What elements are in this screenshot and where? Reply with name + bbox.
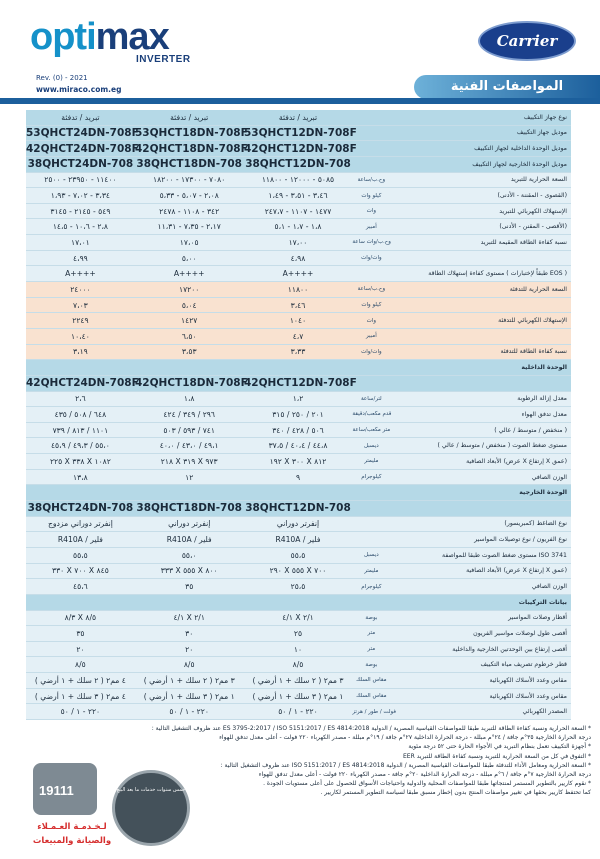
- spec-cell: ١٠،٤٠: [71, 331, 90, 341]
- spec-label: معدل تدفق الهواء: [521, 410, 567, 418]
- spec-label: أقطار وصلات المواسير: [508, 614, 567, 622]
- spec-cell: ٥٥،٥: [290, 550, 306, 560]
- spec-cell: 38QHCT12DN-708: [245, 502, 351, 515]
- spec-label: مستوى ضغط الصوت طبقا للمواصفة ISO 3741: [442, 551, 567, 559]
- spec-row: [26, 345, 571, 361]
- spec-unit: مقاس السلك: [356, 693, 387, 700]
- spec-cell: ٤،٩٩: [73, 253, 88, 263]
- spec-cell: ٥٥،٠: [181, 550, 197, 560]
- spec-row: [26, 376, 571, 392]
- footer-line-2: والصيانة والمبيعات: [32, 836, 112, 846]
- spec-row: [26, 470, 571, 486]
- spec-label: الوزن الصافي: [531, 473, 567, 481]
- spec-unit: لتر/ساعة: [360, 395, 382, 402]
- optimax-logo: [30, 18, 220, 64]
- spec-cell: A++++: [282, 269, 314, 279]
- spec-row: [26, 548, 571, 564]
- spec-row: [26, 423, 571, 439]
- spec-unit: بوصة: [365, 614, 378, 621]
- spec-unit: أمبير: [365, 223, 377, 230]
- spec-cell: ١٢: [185, 472, 194, 482]
- spec-cell: 42QHCT24DN-708F: [26, 142, 139, 155]
- spec-row: [26, 485, 571, 501]
- spec-cell: 38QHCT24DN-708: [27, 502, 134, 515]
- spec-cell: ٣٤٢ - ١١٠٨ - ٢٤٧٨: [159, 206, 220, 216]
- spec-cell: ٥٥،٥: [73, 550, 88, 560]
- spec-label: السعة الحرارية للتدفئة: [509, 285, 567, 293]
- spec-unit: مليمتر: [364, 567, 379, 574]
- spec-cell: ٢،١٧ - ٧،٣٥ - ١١،٣١: [157, 222, 221, 232]
- spec-unit: متر مكعب/ساعة: [352, 427, 391, 434]
- spec-cell: ٤ مم٢ ( ٣ سلك + ١ أرضي ): [34, 691, 126, 701]
- spec-unit: فولت / طور / هرتز: [352, 708, 396, 715]
- spec-row: [26, 141, 571, 157]
- spec-label: أقصى طول لوصلات مواسير الفريون: [473, 629, 567, 637]
- spec-unit: وح.ب/ساعة: [357, 286, 386, 293]
- spec-cell: ١٠: [293, 644, 303, 654]
- spec-unit: متر: [367, 646, 376, 653]
- spec-label: موديل الوحدة الخارجية لجهاز التكييف: [472, 160, 567, 168]
- note-line: * نقوم كاريير بالتطوير المستمر لمنتجاتها طبقا للمواصفات المحلية والدولية واحتياجات الأسواق للحصول على أعلى مستويات الجودة .: [263, 780, 591, 788]
- spec-row: [26, 657, 571, 673]
- spec-unit: كيلو وات: [361, 302, 382, 308]
- spec-row: [26, 360, 571, 376]
- spec-cell: 53QHCT18DN-708F: [135, 126, 248, 139]
- spec-unit: أمبير: [365, 333, 377, 340]
- spec-cell: ٢٢٤٩: [72, 316, 89, 326]
- spec-cell: ٤٩،١ / ٤٣،٠ / ٤٠،٠: [159, 441, 219, 451]
- spec-unit: وات: [366, 208, 377, 215]
- spec-cell: ٧٤١ / ٥٩٣ / ٥٠٣: [163, 425, 215, 435]
- spec-row: [26, 110, 571, 126]
- note-line: * أجهزة التكييف تعمل بنظام التبريد في الأجواء الحارة حتى ٥٢ درجة مئوية: [408, 743, 591, 751]
- spec-row: [26, 392, 571, 408]
- spec-label: الإستهلاك الكهربائي للتدفئة: [498, 317, 567, 325]
- spec-cell: ٢،٠٨ - ٥،٠٧ - ٥،٣٣: [159, 191, 219, 201]
- header-divider: [0, 98, 600, 104]
- spec-unit: وح.ب/وات ساعة: [352, 239, 391, 246]
- spec-cell: ٦٤٨ / ٥٠٨ / ٤٣٥: [54, 409, 107, 419]
- spec-cell: ١٠٤٠: [289, 316, 307, 326]
- spec-row: [26, 282, 571, 298]
- spec-row: [26, 689, 571, 705]
- spec-cell: 42QHCT24DN-708F: [26, 377, 139, 390]
- spec-cell: ٢٠١ / ٢٥٠ / ٣١٥: [272, 409, 324, 419]
- spec-cell: ٢٠: [185, 644, 194, 654]
- spec-cell: ٣٣٠ X ٧٠٠ X ٨٤٥: [51, 566, 109, 576]
- phone-icon: [33, 763, 97, 815]
- spec-row: [26, 173, 571, 189]
- spec-label: الأبعاد الصافية (عرض X إرتفاع X عمق): [466, 457, 567, 465]
- spec-cell: ١١٤٠٠ - ٢٣٩٥٠ - ٢٥٠٠: [44, 175, 117, 185]
- spec-label: (القصوى - المقننة - الأدنى): [497, 192, 567, 200]
- spec-cell: ١٤٧٧ - ١١٠٧ - ٢٤٧،٧: [264, 206, 332, 216]
- spec-cell: ٣ مم٢ ( ٢ سلك + ١ أرضي ): [252, 675, 344, 685]
- spec-row: [26, 188, 571, 204]
- spec-cell: ٣٥: [76, 628, 85, 638]
- spec-unit: وات/وات: [361, 255, 382, 262]
- spec-label: نسبة كفاءة الطاقة للتدفئة: [500, 348, 567, 356]
- spec-unit: ديسبل: [364, 552, 379, 559]
- spec-cell: ١ مم٢ ( ٣ سلك + ١ أرضي ): [143, 691, 235, 701]
- spec-row: [26, 157, 571, 173]
- spec-cell: ٣،٤٦ - ٣،٥١ - ١،٤٩: [268, 191, 328, 201]
- spec-cell: ٨/٣ X ٨/٥: [64, 613, 97, 623]
- spec-label: موديل الوحدة الداخلية لجهاز التكييف: [474, 145, 567, 153]
- spec-cell: 38QHCT18DN-708: [136, 158, 242, 171]
- spec-cell: ٢٩٠ X ٥٥٥ X ٧٠٠: [269, 566, 327, 576]
- spec-unit: كيلوجرام: [361, 583, 382, 590]
- spec-cell: ٣،١٩: [73, 347, 88, 357]
- spec-cell: ١،٨: [183, 394, 195, 404]
- spec-cell: 38QHCT18DN-708: [136, 502, 242, 515]
- spec-row: [26, 642, 571, 658]
- spec-cell: ١٧،٠٠: [288, 237, 308, 247]
- spec-unit: وح.ب/ساعة: [357, 176, 386, 183]
- spec-cell: ٨/٥: [75, 660, 86, 670]
- spec-cell: ١١٨٠٠: [287, 284, 309, 294]
- warranty-badge: [112, 770, 190, 846]
- spec-cell: ٢٤٠٠٠: [70, 284, 91, 294]
- spec-unit: قدم مكعب/دقيقة: [352, 411, 392, 418]
- spec-cell: 53QHCT24DN-708F: [26, 126, 139, 139]
- spec-cell: ١٧٢٠٠: [178, 284, 200, 294]
- spec-label: (الأقصى - المقنن - الأدنى): [499, 223, 567, 231]
- spec-unit: مليمتر: [364, 458, 379, 465]
- spec-cell: ٤ مم٢ ( ٢ سلك + ١ أرضي ): [34, 675, 126, 685]
- spec-unit: كيلو وات: [361, 192, 382, 199]
- spec-cell: 38QHCT24DN-708: [27, 158, 134, 171]
- brand-part-b: max: [95, 16, 169, 58]
- spec-unit: وات: [366, 317, 377, 324]
- spec-cell: 42QHCT12DN-708F: [244, 142, 357, 155]
- spec-label: نوع الضاغط (كمبريسور): [504, 520, 567, 528]
- spec-row: [26, 564, 571, 580]
- spec-row: [26, 313, 571, 329]
- spec-cell: ٢٢٠ - ١ / ٥٠: [278, 707, 318, 717]
- spec-row: [26, 611, 571, 627]
- website-link[interactable]: www.miraco.com.eg: [36, 85, 122, 94]
- brand-part-a: opti: [30, 16, 96, 58]
- hotline-box: [28, 755, 118, 819]
- spec-cell: تبريد / تدفئة: [170, 112, 209, 122]
- spec-cell: ٣ مم٢ ( ٢ سلك + ١ أرضي ): [143, 675, 235, 685]
- spec-cell: A++++: [173, 269, 205, 279]
- spec-cell: إنفرتر دوراني: [276, 519, 320, 529]
- spec-cell: R410A / فلير: [275, 535, 321, 545]
- spec-row: [26, 235, 571, 251]
- spec-cell: ٣٠: [185, 628, 194, 638]
- spec-row: [26, 438, 571, 454]
- spec-cell: ٣،٥٣: [181, 347, 197, 357]
- spec-label: مستوى ضغط الصوت ( منخفض / متوسط / عالي ): [437, 442, 567, 450]
- spec-label: أقصى إرتفاع بين الوحدتين الخارجية والداخلية: [452, 645, 567, 653]
- spec-cell: ٢،٦: [75, 394, 86, 404]
- spec-cell: R410A / فلير: [57, 535, 103, 545]
- note-line: درجة الحرارة الخارجية ٧°م جافة / ٦°م مبللة - درجة الحرارة الداخلية ٢٠°م جافة - مصدر الكهرباء ٢٢٠ فولت - أعلى معدل تدفق للهواء: [258, 771, 591, 779]
- spec-cell: 42QHCT18DN-708F: [135, 377, 248, 390]
- spec-cell: تبريد / تدفئة: [61, 112, 100, 122]
- spec-cell: 42QHCT12DN-708F: [244, 377, 357, 390]
- note-line: كما تحتفظ كاريير بحقها في تغيير مواصفات المنتج بدون إخطار مسبق طبقا لسياسة التطوير المستمر لكاريير .: [320, 789, 591, 797]
- spec-unit: وات/وات: [361, 348, 382, 355]
- spec-row: [26, 501, 571, 517]
- spec-label: نسبة كفاءة الطاقة المقيمة للتبريد: [480, 238, 567, 246]
- spec-row: [26, 266, 571, 282]
- spec-cell: ٤٤،٨ / ٤٠،٤ / ٣٧،٥: [268, 441, 328, 451]
- spec-label: الوزن الصافي: [531, 583, 567, 591]
- spec-cell: ٦،٥٠: [181, 331, 197, 341]
- spec-label: المصدر الكهربائي: [522, 708, 567, 716]
- spec-cell: 53QHCT12DN-708F: [244, 126, 357, 139]
- header: [0, 0, 600, 70]
- spec-row: [26, 595, 571, 611]
- spec-cell: ٥٠٦ / ٤٢٨ / ٣٤٠: [272, 425, 324, 435]
- spec-cell: ٢،٨ - ١٠،٦ - ١٤،٥: [52, 222, 108, 232]
- spec-label: الإستهلاك الكهربائي للتبريد: [499, 207, 567, 215]
- spec-cell: ١٤٢٧: [181, 316, 198, 326]
- spec-cell: ٧،٠٣: [73, 300, 88, 310]
- spec-cell: ٨/٥: [183, 660, 195, 670]
- spec-label: موديل جهاز التكييف: [516, 129, 567, 137]
- spec-label: مقاس وعدد الأسلاك الكهربائية: [489, 692, 567, 700]
- note-line: * السعة الحرارية ومعامل الأداء للتدفئة طبقا للمواصفات القياسية المصرية / الدولية ISO 5151:2017 / ES 4814:2018 عند ظروف التشغيل التالية :: [220, 761, 591, 769]
- spec-cell: ٣٣٣ X ٥٥٥ X ٨٠٠: [160, 566, 218, 576]
- spec-cell: ٤،٧: [292, 331, 304, 341]
- spec-row: [26, 251, 571, 267]
- spec-table: [26, 110, 571, 720]
- spec-cell: تبريد / تدفئة: [278, 112, 318, 122]
- spec-cell: A++++: [65, 269, 96, 279]
- spec-cell: إنفرتر دوراني مزدوج: [47, 519, 113, 529]
- spec-label: الأبعاد الصافية (عرض X إرتفاع X عمق): [466, 567, 567, 575]
- spec-row: [26, 126, 571, 142]
- spec-cell: ١،٨ - ١،٧ - ٥،١: [274, 222, 322, 232]
- spec-label: بيانات التركيبات: [518, 598, 567, 606]
- spec-cell: ١٣،٨: [73, 472, 88, 482]
- brand-sub: INVERTER: [136, 54, 191, 65]
- spec-cell: ٥٠٨٥ - ١٢٠٠٠ - ١١٨٠٠: [261, 175, 335, 185]
- spec-label: نوع جهاز التكييف: [523, 113, 567, 121]
- spec-cell: ١ مم٢ ( ٣ سلك + ١ أرضي ): [252, 691, 344, 701]
- spec-cell: ٣،٣٤ - ٧،٠٢ - ١،٩٣: [50, 191, 110, 201]
- spec-cell: ٢٢٠ - ١ / ٥٠: [169, 707, 209, 717]
- spec-cell: ١١٠١ / ٨١٣ / ٧٣٩: [52, 425, 109, 435]
- spec-cell: ٣،٣٣: [290, 347, 306, 357]
- spec-label: ( منخفض / متوسط / عالي ): [494, 426, 567, 434]
- spec-cell: ٨/٥: [292, 660, 304, 670]
- spec-cell: ٥٤٩ - ٢١٤٥ - ٣١٤٥: [50, 206, 111, 216]
- note-line: * التفوق في كل من السعة الحرارية للتبريد ونسبة كفاءة الطاقة للتبريد EER: [403, 752, 591, 760]
- spec-cell: ٤/١ X ٢/١: [173, 613, 205, 623]
- spec-unit: كيلوجرام: [361, 474, 382, 481]
- note-line: درجة الحرارة الخارجية ٣٥°م جافة / ٢٤°م مبللة - درجة الحرارة الداخلية ٢٧°م جافة / ١٩°م مبللة - مصدر الكهرباء ٢٢٠ فولت - أعلى معدل تدفق للهواء: [219, 734, 591, 742]
- spec-label: معدل إزالة الرطوبة: [517, 395, 567, 403]
- spec-cell: ٢٥: [293, 628, 303, 638]
- spec-row: [26, 298, 571, 314]
- spec-cell: ٢٢٥ X ٣٣٨ X ١٠٨٢: [49, 456, 111, 466]
- spec-row: [26, 626, 571, 642]
- spec-cell: ٣،٤٦: [290, 300, 306, 310]
- spec-cell: R410A / فلير: [166, 535, 212, 545]
- spec-cell: ٤/١ X ٢/١: [282, 613, 314, 623]
- spec-cell: ١٩٢ X ٣٠٠ X ٨١٢: [269, 456, 327, 466]
- spec-cell: ٤،٩٨: [290, 253, 306, 263]
- spec-cell: ٩: [295, 472, 301, 482]
- spec-cell: ٣٥: [185, 582, 194, 592]
- spec-unit: متر: [367, 630, 376, 637]
- spec-cell: ٧٠٨٠ - ١٧٣٠٠ - ١٨٢٠٠: [153, 175, 226, 185]
- spec-cell: ٥٥،٠ / ٤٩،٣ / ٤٥،٩: [50, 441, 110, 451]
- spec-label: قطر خرطوم تصريف مياه التكييف: [480, 661, 567, 669]
- spec-row: [26, 219, 571, 235]
- spec-label: مستوى كفاءة إستهلاك الطاقة ( طبقاً لإختبارات EOS ): [428, 270, 567, 278]
- spec-row: [26, 704, 571, 720]
- spec-label: نوع الفريون / نوع توصيلات المواسير: [474, 536, 567, 544]
- spec-row: [26, 204, 571, 220]
- spec-label: مقاس وعدد الأسلاك الكهربائية: [489, 676, 567, 684]
- badge-text: خمس سنوات خدمات ما بعد البيع: [116, 787, 186, 793]
- revision-text: Rev. (0) - 2021: [36, 74, 88, 82]
- spec-unit: بوصة: [365, 661, 378, 668]
- spec-row: [26, 454, 571, 470]
- page-title: المواصفات الفنية: [414, 75, 600, 99]
- spec-cell: ١،٢: [292, 394, 304, 404]
- carrier-logo: Carrier: [478, 21, 576, 61]
- spec-cell: ٢٩٦ / ٣٤٩ / ٤٢٤: [163, 409, 215, 419]
- spec-row: [26, 407, 571, 423]
- footer-line-1: لـخـدمـة العـمـلاء: [37, 822, 107, 832]
- hotline-number: 19111: [39, 783, 74, 798]
- spec-cell: 38QHCT12DN-708: [245, 158, 351, 171]
- spec-unit: مقاس السلك: [356, 677, 387, 684]
- spec-cell: ٢٥،٥: [290, 582, 306, 592]
- spec-row: [26, 532, 571, 548]
- spec-cell: ١٧،٠٥: [179, 237, 199, 247]
- spec-row: [26, 517, 571, 533]
- spec-cell: ١٧،٠١: [71, 237, 90, 247]
- spec-cell: 42QHCT18DN-708F: [135, 142, 248, 155]
- spec-cell: إنفرتر دوراني: [168, 519, 211, 529]
- spec-label: الوحدة الداخلية: [521, 364, 567, 372]
- spec-cell: ٢٢٠ - ١ / ٥٠: [60, 707, 101, 717]
- spec-row: [26, 579, 571, 595]
- spec-cell: ٤٥،٦: [73, 582, 88, 592]
- spec-cell: ٢٠: [76, 644, 85, 654]
- spec-row: [26, 329, 571, 345]
- spec-cell: ٥،٠٤: [181, 300, 197, 310]
- spec-row: [26, 673, 571, 689]
- spec-label: السعة الحرارية للتبريد: [510, 176, 567, 184]
- note-line: * السعة الحرارية ونسبة كفاءة الطاقة للتبريد طبقا للمواصفات القياسية المصرية / الدولية ES 3795-2:2017 / ISO 5151:2017 / ES 4814:2018 عند ظروف التشغيل التالية :: [151, 725, 591, 732]
- spec-cell: ٢١٨ X ٣١٩ X ٩٧٣: [160, 456, 218, 466]
- spec-unit: ديسبل: [364, 442, 379, 449]
- spec-cell: ٥،٠٠: [181, 253, 197, 263]
- spec-label: الوحدة الخارجية: [519, 489, 567, 497]
